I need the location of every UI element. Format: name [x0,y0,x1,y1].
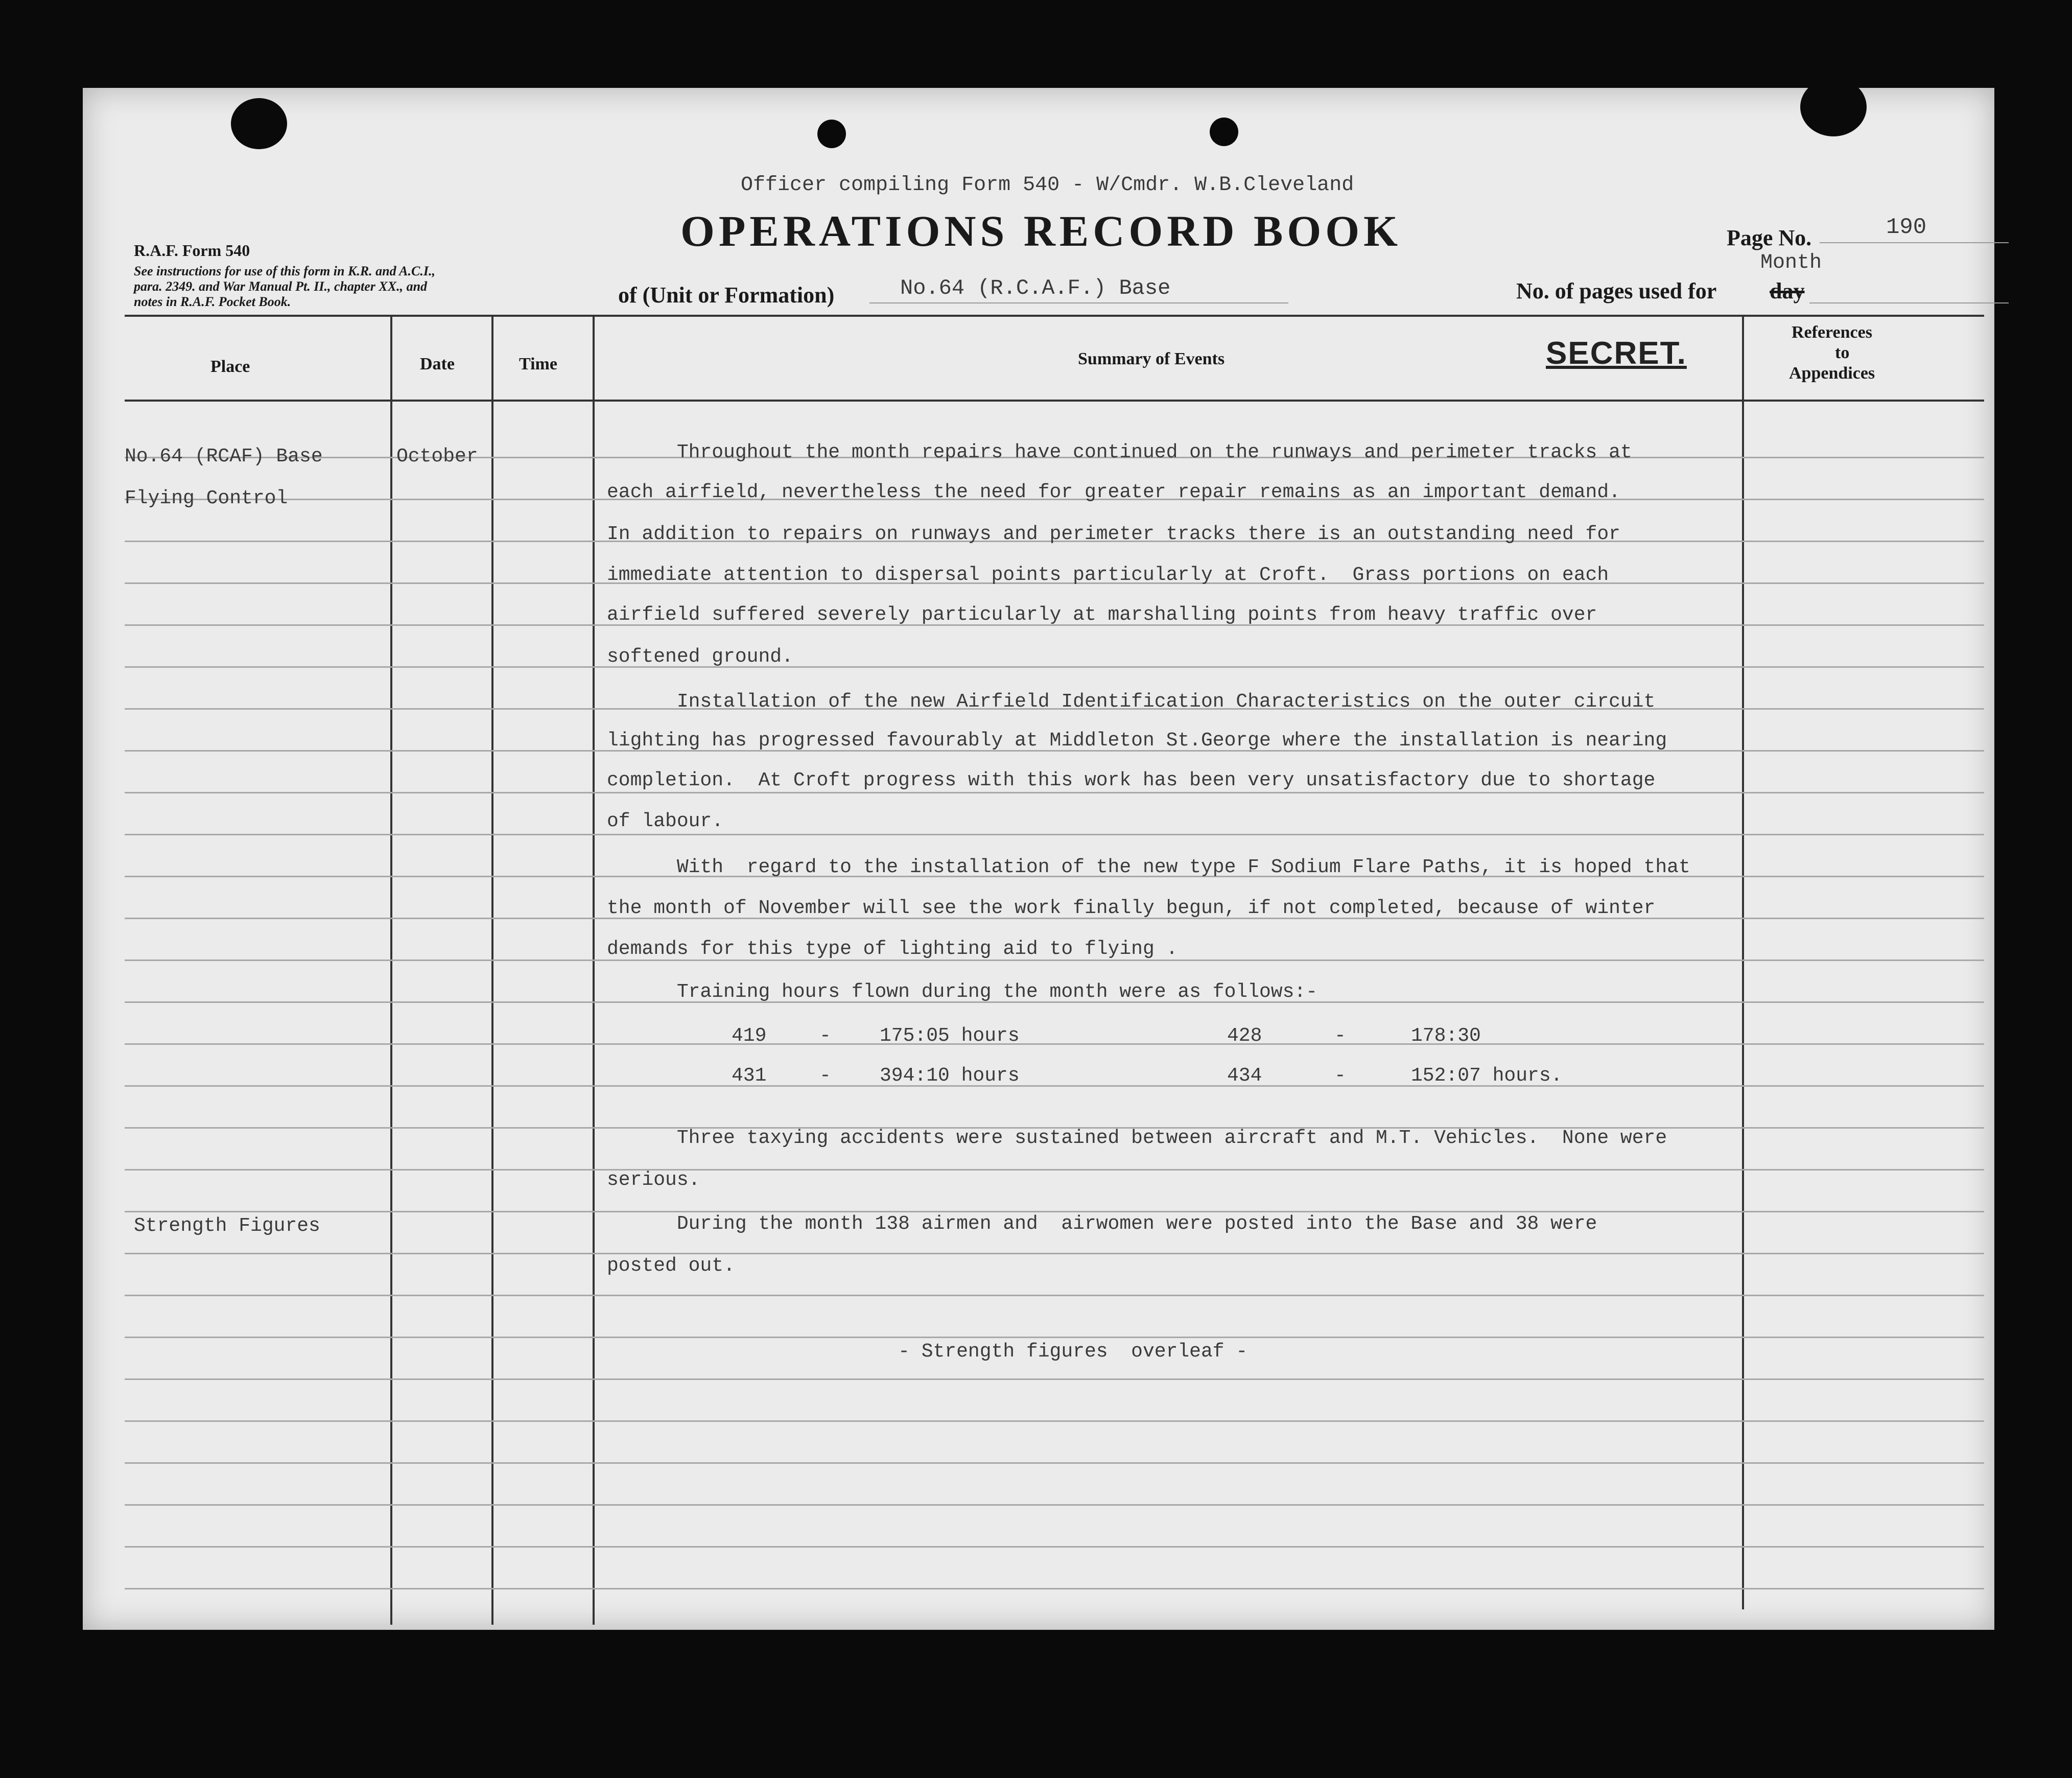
column-refs-3: Appendices [1789,364,1875,383]
ruled-line [125,1295,1984,1296]
column-date: Date [420,355,455,373]
summary-line: Throughout the month repairs have continued on the runways and perimeter tracks at [607,441,1632,463]
form-note-2: para. 2349. and War Manual Pt. II., chapter XX., and [134,279,428,294]
page-no-label: Page No. [1727,225,1812,250]
ruled-line [125,1337,1984,1338]
summary-line: softened ground. [607,646,793,668]
column-refs-2: to [1835,343,1850,362]
page-no-underline [1820,242,2009,243]
ruled-line [125,1462,1984,1464]
summary-line: the month of November will see the work finally begun, if not completed, because of winter [607,897,1656,919]
training-hours-sq1: 419 [732,1025,767,1047]
record-sheet [83,88,1994,1630]
summary-line: lighting has progressed favourably at Middleton St.George where the installation is nearing [607,730,1667,752]
summary-line: With regard to the installation of the new type F Sodium Flare Paths, it is hoped that [607,856,1690,878]
ruled-line [125,1211,1984,1212]
ruled-line [125,834,1984,835]
summary-line: posted out. [607,1255,735,1277]
summary-line: - Strength figures overleaf - [607,1341,1248,1363]
summary-line: In addition to repairs on runways and perimeter tracks there is an outstanding need for [607,523,1620,545]
punch-hole-center-left [817,120,846,148]
training-hours-h2: 152:07 hours. [1411,1065,1563,1087]
unit-value: No.64 (R.C.A.F.) Base [900,276,1171,300]
place-date-divider [390,317,392,1625]
pages-used-month: Month [1760,251,1822,274]
place-base: No.64 (RCAF) Base [125,446,323,467]
column-place: Place [210,357,250,376]
training-hours-dash1: - [819,1065,831,1087]
summary-line: During the month 138 airmen and airwomen were posted into the Base and 38 were [607,1213,1597,1235]
summary-refs-divider [1742,317,1744,1609]
summary-line: Installation of the new Airfield Identification Characteristics on the outer circuit [607,691,1656,713]
column-time: Time [519,355,557,373]
summary-line: airfield suffered severely particularly at marshalling points from heavy traffic over [607,604,1597,626]
place-flying-control: Flying Control [125,487,288,509]
training-hours-dash1: - [819,1025,831,1047]
training-hours-sq2: 434 [1227,1065,1262,1087]
punch-hole-left [231,98,287,149]
summary-line: serious. [607,1169,700,1191]
ruled-line [125,1420,1984,1422]
pages-used-struck: day [1770,278,1805,303]
pages-used-label: No. of pages used for [1516,278,1717,303]
punch-hole-center-right [1210,118,1238,146]
date-entry: October [396,446,478,467]
unit-label: of (Unit or Formation) [618,283,835,308]
summary-line: of labour. [607,810,724,832]
ruled-line [125,1504,1984,1506]
training-hours-sq2: 428 [1227,1025,1262,1047]
form-label: R.A.F. Form 540 [134,241,250,260]
page-title: OPERATIONS RECORD BOOK [680,206,1402,255]
pages-used-underline [1809,302,2009,303]
officer-compiling-line: Officer compiling Form 540 - W/Cmdr. W.B.Cleveland [741,174,1354,197]
ruled-line [125,1378,1984,1380]
ruled-line [125,1546,1984,1548]
ruled-line [125,1043,1984,1045]
ruled-line [125,1169,1984,1171]
column-refs-1: References [1792,323,1872,342]
unit-underline [869,302,1288,303]
training-hours-dash2: - [1334,1025,1346,1047]
place-strength-figures: Strength Figures [134,1215,320,1237]
summary-line: completion. At Croft progress with this work has been very unsatisfactory due to shortage [607,769,1656,791]
summary-line: immediate attention to dispersal points particularly at Croft. Grass portions on each [607,564,1609,586]
ruled-line [125,792,1984,793]
training-hours-h1: 175:05 hours [880,1025,1020,1047]
date-time-divider [491,317,493,1625]
training-hours-h2: 178:30 [1411,1025,1481,1047]
page-no-value: 190 [1886,215,1927,240]
ruled-line [125,1588,1984,1589]
training-hours-sq1: 431 [732,1065,767,1087]
ruled-line [125,1253,1984,1254]
training-hours-h1: 394:10 hours [880,1065,1020,1087]
ruled-line [125,666,1984,668]
form-note-3: notes in R.A.F. Pocket Book. [134,294,291,309]
column-summary: Summary of Events [1078,349,1225,368]
summary-line: demands for this type of lighting aid to flying . [607,938,1178,960]
training-hours-dash2: - [1334,1065,1346,1087]
ruled-line [125,1085,1984,1087]
summary-line: each airfield, nevertheless the need for greater repair remains as an important demand. [607,481,1620,503]
secret-stamp: SECRET. [1546,336,1687,371]
summary-line: Training hours flown during the month were as follows:- [607,981,1318,1003]
summary-line: Three taxying accidents were sustained between aircraft and M.T. Vehicles. None were [607,1127,1667,1149]
form-note-1: See instructions for use of this form in K.R. and A.C.I., [134,264,435,278]
time-summary-divider [593,317,595,1625]
table-top-rule [125,315,1984,317]
header-bottom-rule [125,400,1984,402]
punch-hole-right [1800,78,1867,136]
